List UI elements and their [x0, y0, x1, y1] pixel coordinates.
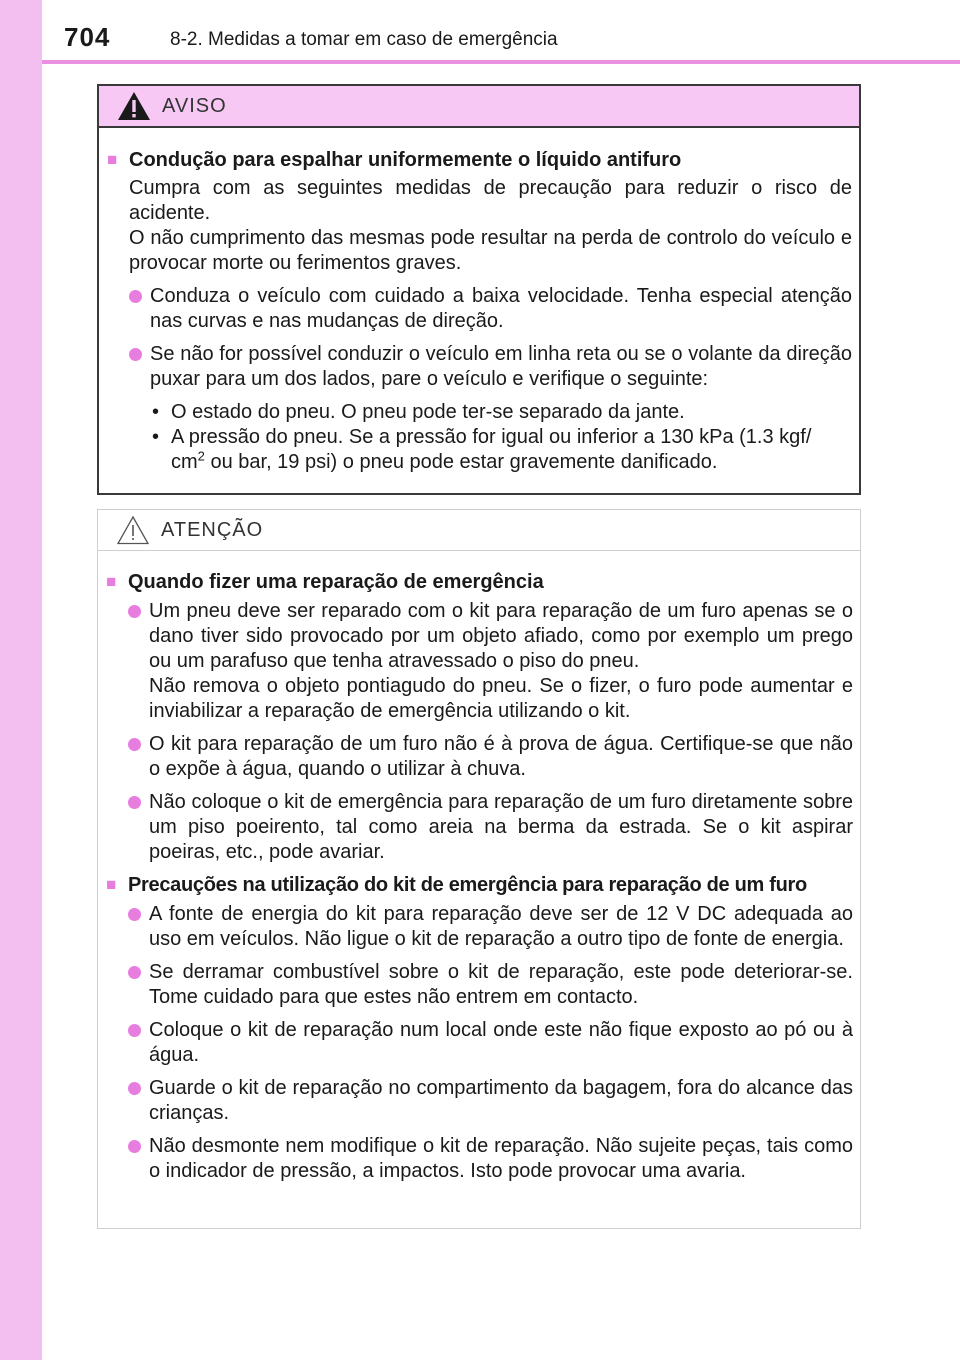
aviso-bullet: Conduza o veículo com cuidado a baixa velocidade. Tenha especial atenção nas curvas e nas mudanças de direção.: [107, 284, 852, 334]
atencao-label: ATENÇÃO: [161, 518, 264, 541]
aviso-label: AVISO: [162, 94, 227, 117]
atencao-bullet: Coloque o kit de reparação num local onde este não fique exposto ao pó ou à água.: [106, 1018, 853, 1068]
atencao-bullet: Se derramar combustível sobre o kit de reparação, este pode deteriorar-se. Tome cuidado para que estes não entrem em contacto.: [106, 960, 853, 1010]
square-bullet-icon: ■: [106, 875, 116, 894]
atencao-body: [98, 551, 860, 1184]
dot-marker: •: [152, 426, 160, 448]
square-bullet-icon: ■: [107, 150, 118, 169]
atencao-bullet: A fonte de energia do kit para reparação deve ser de 12 V DC adequada ao uso em veículos. Não ligue o kit de reparação a outro tipo de fonte de energia.: [106, 902, 853, 952]
circle-bullet-icon: [128, 1082, 141, 1095]
aviso-heading: ■ Condução para espalhar uniformemente o líquido antifuro: [107, 149, 682, 171]
atencao-heading: ■ Quando fizer uma reparação de emergência: [106, 571, 544, 593]
circle-bullet-icon: [128, 605, 141, 618]
aviso-subbullet: • O estado do pneu. O pneu pode ter-se separado da jante.: [152, 401, 685, 423]
circle-bullet-icon: [128, 966, 141, 979]
section-title: 8-2. Medidas a tomar em caso de emergência: [170, 29, 558, 50]
circle-bullet-icon: [128, 796, 141, 809]
atencao-box: [97, 509, 861, 1229]
aviso-header: [99, 86, 859, 128]
warning-filled-icon: [117, 91, 151, 121]
circle-bullet-icon: [128, 1024, 141, 1037]
circle-bullet-icon: [128, 908, 141, 921]
page-number: 704: [64, 22, 111, 52]
header-rule: [42, 60, 960, 64]
atencao-bullet: Não coloque o kit de emergência para reparação de um furo diretamente sobre um piso poeirento, tal como areia na berma da estrada. Se o kit aspirar poeiras, etc., pode avariar.: [106, 790, 853, 865]
circle-bullet-icon: [129, 348, 142, 361]
aviso-body: [99, 128, 859, 475]
circle-bullet-icon: [128, 1140, 141, 1153]
atencao-header: [98, 510, 860, 551]
square-bullet-icon: ■: [106, 572, 117, 591]
dot-marker: •: [152, 401, 160, 423]
left-margin-strip: [0, 0, 42, 1360]
aviso-subbullet: • A pressão do pneu. Se a pressão for igual ou inferior a 130 kPa (1.3 kgf/ $cm^2$ ou bar, 19 psi) o pneu pode estar gravemente danificado.: [152, 426, 812, 473]
aviso-subbullet-list: [152, 400, 852, 475]
aviso-box: [97, 84, 861, 495]
atencao-heading: ■ Precauções na utilização do kit de emergência para reparação de um furo: [106, 874, 807, 896]
atencao-bullet: Um pneu deve ser reparado com o kit para reparação de um furo apenas se o dano tiver sido provocado por um objeto afiado, como por exemplo um prego ou um parafuso que tenha atravessado o piso do pneu. Não remova o objeto pontiagudo do pneu. Se o fizer, o furo pode aumentar e inviabilizar a reparação de emergência utilizando o kit.: [106, 599, 853, 724]
atencao-bullet: Não desmonte nem modifique o kit de reparação. Não sujeite peças, tais como o indicador de pressão, a impactos. Isto pode provocar uma avaria.: [106, 1134, 853, 1184]
warning-outline-icon: [116, 515, 150, 545]
atencao-bullet: O kit para reparação de um furo não é à prova de água. Certifique-se que não o expõe à água, quando o utilizar à chuva.: [106, 732, 853, 782]
circle-bullet-icon: [129, 290, 142, 303]
circle-bullet-icon: [128, 738, 141, 751]
atencao-bullet: Guarde o kit de reparação no compartimento da bagagem, fora do alcance das crianças.: [106, 1076, 853, 1126]
aviso-bullet: Se não for possível conduzir o veículo em linha reta ou se o volante da direção puxar para um dos lados, pare o veículo e verifique o seguinte:: [107, 342, 852, 392]
aviso-intro: Cumpra com as seguintes medidas de precaução para reduzir o risco de acidente. O não cumprimento das mesmas pode resultar na perda de controlo do veículo e provocar morte ou ferimentos graves.: [129, 177, 852, 274]
